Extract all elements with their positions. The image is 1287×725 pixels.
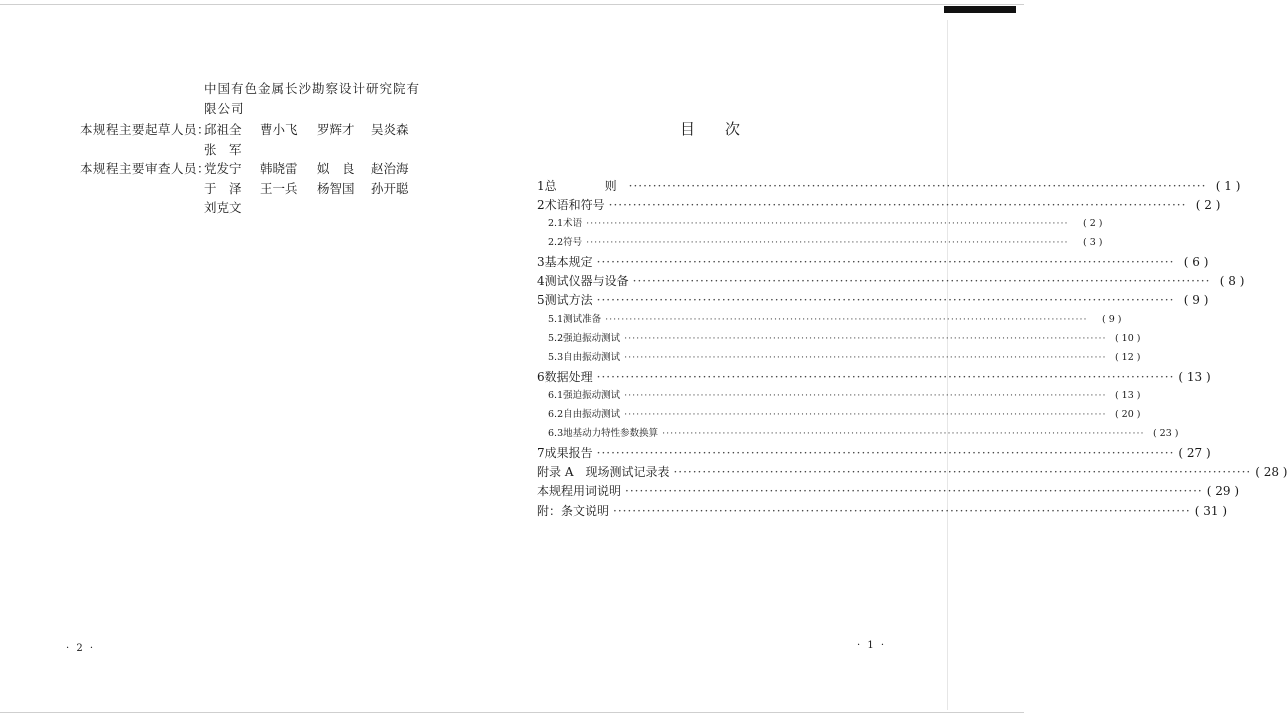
- toc-entry-page: ( 2 ): [1195, 198, 1221, 212]
- toc-entry-label: 总 则: [544, 179, 625, 193]
- toc-entry-number: 6: [537, 370, 545, 384]
- drafters-row: [204, 140, 242, 158]
- toc-leader-dots: ························································································································: [605, 314, 1088, 325]
- toc-leader-dots: ························································································································: [632, 274, 1211, 288]
- toc-entry-label: 符号: [563, 237, 583, 248]
- toc-entry-label: 测试方法: [544, 293, 593, 307]
- toc-entry-label: 本规程用词说明: [537, 484, 622, 498]
- toc-entry: [537, 444, 1211, 461]
- toc-leader-dots: ························································································································: [596, 255, 1175, 269]
- person-name: 吴炎森: [370, 122, 409, 137]
- toc-entry-label: 术语和符号: [544, 198, 605, 212]
- right-page-number: · 1 ·: [857, 640, 887, 651]
- toc-entry-page: ( 2 ): [1083, 218, 1103, 229]
- toc-entry-number: 5: [537, 293, 545, 307]
- toc-entry-label: 地基动力特性参数换算: [563, 428, 659, 439]
- person-name: 曹小飞: [259, 122, 298, 137]
- toc-entry: [537, 311, 1122, 325]
- toc-entry-number: 7: [537, 446, 545, 460]
- toc-entry-number: 4: [537, 274, 545, 288]
- toc-entry: [537, 425, 1179, 439]
- toc-entry-page: ( 13 ): [1178, 370, 1211, 384]
- toc-entry-label: 自由振动测试: [563, 352, 621, 363]
- toc-entry-number: 2: [537, 198, 545, 212]
- toc-entry-page: ( 13 ): [1114, 390, 1141, 401]
- toc-entry-label: 强迫振动测试: [563, 390, 621, 401]
- reviewers-row: [204, 198, 242, 216]
- toc-leader-dots: ························································································································: [624, 390, 1107, 401]
- toc-entry-number: 6.1: [548, 390, 564, 401]
- person-name: 张 军: [204, 142, 242, 157]
- toc-entry: [537, 502, 1228, 519]
- toc-entry-page: ( 31 ): [1194, 504, 1228, 518]
- person-name: 党发宁: [204, 161, 242, 176]
- toc-entry: [537, 177, 1241, 194]
- toc-leader-dots: ························································································································: [662, 428, 1145, 439]
- toc-entry: [537, 215, 1103, 229]
- person-name: 赵治海: [370, 161, 409, 176]
- toc-leader-dots: ························································································································: [586, 218, 1069, 229]
- toc-entry-label: 附：条文说明: [537, 504, 610, 518]
- toc-entry-page: ( 20 ): [1114, 409, 1141, 420]
- toc-entry-page: ( 28 ): [1255, 465, 1287, 479]
- toc-entry-number: 6.2: [548, 409, 564, 420]
- toc-entry-label: 附录 A 现场测试记录表: [537, 465, 670, 479]
- drafters-row: [204, 120, 408, 138]
- bottom-scan-line: [0, 712, 1024, 713]
- person-name: 姒 良: [316, 161, 355, 176]
- toc-entry: [537, 368, 1211, 385]
- toc-entry-page: ( 23 ): [1152, 428, 1179, 439]
- toc-entry: [537, 253, 1209, 270]
- toc-entry: [537, 349, 1141, 363]
- toc-entry: [537, 330, 1141, 344]
- toc-entry-page: ( 29 ): [1206, 484, 1240, 498]
- org-name-line2: 限公司: [204, 101, 245, 116]
- toc-entry: [537, 387, 1141, 401]
- toc-entry-label: 强迫振动测试: [563, 333, 621, 344]
- person-name: 邱祖全: [204, 122, 242, 137]
- toc-entry-page: ( 9 ): [1183, 293, 1209, 307]
- toc-entry-label: 术语: [563, 218, 583, 229]
- toc-entry-number: 2.2: [548, 237, 564, 248]
- toc-entry-page: ( 10 ): [1114, 333, 1141, 344]
- toc-leader-dots: ························································································································: [613, 504, 1191, 518]
- toc-leader-dots: ························································································································: [673, 465, 1252, 479]
- toc-entry-number: 3: [537, 255, 545, 269]
- person-name: 刘克文: [204, 200, 242, 215]
- scan-edge-bar: [944, 6, 1016, 13]
- left-page-number: · 2 ·: [66, 643, 96, 654]
- toc-entry: [537, 463, 1287, 480]
- person-name: 韩晓雷: [259, 161, 298, 176]
- toc-entry-number: 5.3: [548, 352, 564, 363]
- drafters-label: 本规程主要起草人员：: [80, 122, 211, 137]
- toc-leader-dots: ························································································································: [596, 370, 1175, 384]
- toc-entry-page: ( 9 ): [1102, 314, 1122, 325]
- reviewers-row: [204, 179, 408, 197]
- toc-entry-label: 测试仪器与设备: [544, 274, 629, 288]
- top-scan-line: [0, 4, 1024, 5]
- toc-entry-page: ( 1 ): [1215, 179, 1241, 193]
- toc-entry-label: 数据处理: [544, 370, 593, 384]
- toc-leader-dots: ························································································································: [625, 484, 1203, 498]
- toc-entry-number: 5.1: [548, 314, 564, 325]
- toc-entry: [537, 272, 1245, 289]
- toc-leader-dots: ························································································································: [596, 293, 1175, 307]
- toc-entry: [537, 406, 1141, 420]
- toc-entry-page: ( 27 ): [1178, 446, 1211, 460]
- person-name: 孙开聪: [370, 181, 409, 196]
- toc-entry: [537, 291, 1209, 308]
- right-scan-line: [947, 20, 948, 710]
- toc-entry-number: 6.3: [548, 428, 564, 439]
- toc-entry: [537, 196, 1221, 213]
- toc-leader-dots: ························································································································: [608, 198, 1187, 212]
- person-name: 杨智国: [316, 181, 355, 196]
- toc-title: 目 次: [680, 120, 741, 138]
- toc-leader-dots: ························································································································: [596, 446, 1175, 460]
- person-name: 王一兵: [259, 181, 298, 196]
- reviewers-row: [204, 159, 408, 177]
- toc-entry-number: 5.2: [548, 333, 564, 344]
- toc-entry-label: 测试准备: [563, 314, 602, 325]
- toc-entry-page: ( 12 ): [1114, 352, 1141, 363]
- reviewers-label: 本规程主要审查人员：: [80, 161, 211, 176]
- toc-entry-page: ( 6 ): [1183, 255, 1209, 269]
- toc-leader-dots: ························································································································: [624, 409, 1107, 420]
- person-name: 于 泽: [204, 181, 242, 196]
- toc-entry-number: 2.1: [548, 218, 564, 229]
- toc-entry-page: ( 3 ): [1083, 237, 1103, 248]
- toc-entry-number: 1: [537, 179, 545, 193]
- toc-entry: [537, 234, 1103, 248]
- toc-leader-dots: ························································································································: [586, 237, 1069, 248]
- toc-entry-label: 基本规定: [544, 255, 593, 269]
- org-name-line1: 中国有色金属长沙勘察设计研究院有: [204, 81, 421, 96]
- toc-entry: [537, 482, 1240, 499]
- toc-leader-dots: ························································································································: [624, 352, 1107, 363]
- toc-leader-dots: ························································································································: [624, 333, 1107, 344]
- toc-entry-label: 成果报告: [544, 446, 593, 460]
- person-name: 罗辉才: [316, 122, 355, 137]
- toc-entry-page: ( 8 ): [1219, 274, 1245, 288]
- toc-leader-dots: ························································································································: [628, 179, 1207, 193]
- toc-entry-label: 自由振动测试: [563, 409, 621, 420]
